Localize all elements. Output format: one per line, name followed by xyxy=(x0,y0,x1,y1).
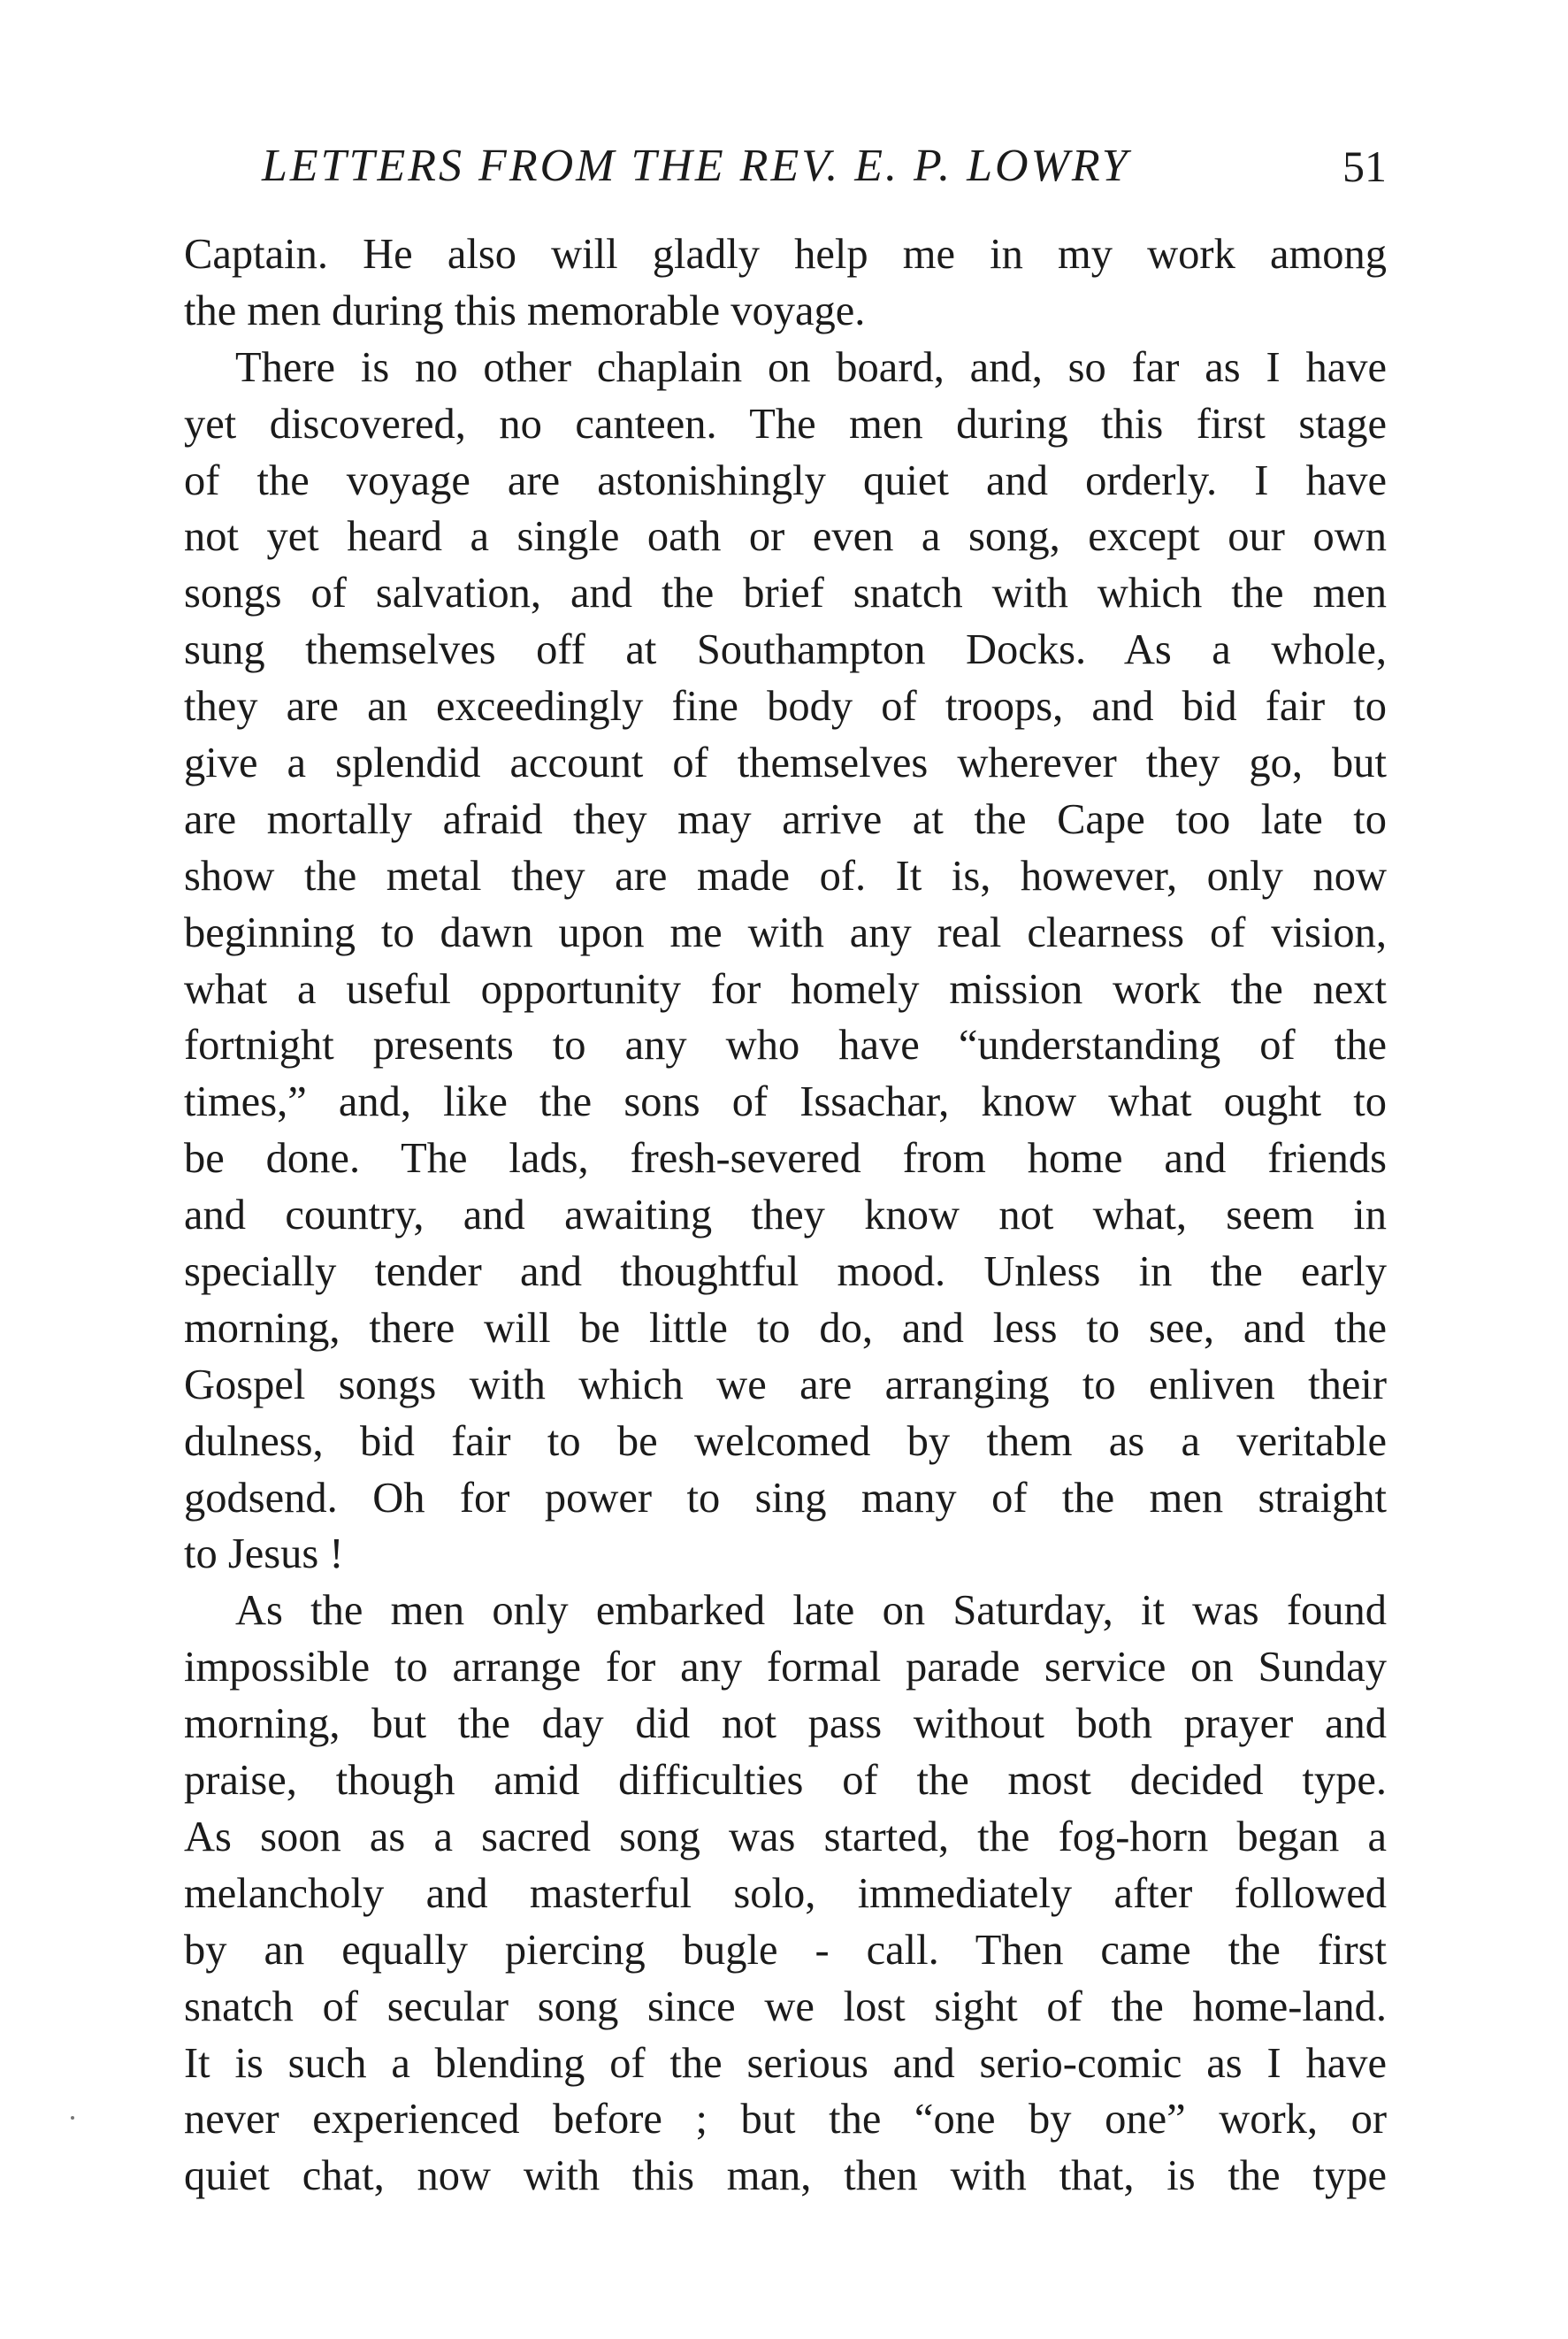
text-line: godsend. Oh for power to sing many of the men straight xyxy=(184,1474,1387,1522)
text-line: never experienced before ; but the “one by one” work, or xyxy=(184,2096,1387,2143)
text-line: snatch of secular song since we lost sight of the home-land. xyxy=(184,1982,1387,2030)
text-line: be done. The lads, fresh-severed from home and friends xyxy=(184,1135,1387,1183)
text-line: morning, but the day did not pass without both prayer and xyxy=(184,1700,1387,1748)
text-line: It is such a blending of the serious and serio-comic as I have xyxy=(184,2039,1387,2087)
text-line: not yet heard a single oath or even a song, except our own xyxy=(184,513,1387,561)
running-title: LETTERS FROM THE REV. E. P. LOWRY xyxy=(262,141,1130,191)
text-line: fortnight presents to any who have “understanding of the xyxy=(184,1022,1387,1070)
running-head xyxy=(262,131,1387,202)
text-line: and country, and awaiting they know not what, seem in xyxy=(184,1192,1387,1239)
text-line: yet discovered, no canteen. The men during this first stage xyxy=(184,400,1387,448)
text-line: melancholy and masterful solo, immediately after followed xyxy=(184,1869,1387,1917)
text-line: beginning to dawn upon me with any real clearness of vision, xyxy=(184,909,1387,956)
text-line: dulness, bid fair to be welcomed by them as a veritable xyxy=(184,1417,1387,1465)
text-line: specially tender and thoughtful mood. Unless in the early xyxy=(184,1248,1387,1296)
text-line: As the men only embarked late on Saturday, it was found xyxy=(235,1587,1387,1635)
text-line: by an equally piercing bugle - call. Then came the first xyxy=(184,1926,1387,1974)
text-line: Gospel songs with which we are arranging to enliven their xyxy=(184,1361,1387,1408)
text-line: what a useful opportunity for homely mission work the next xyxy=(184,965,1387,1013)
text-line: songs of salvation, and the brief snatch with which the men xyxy=(184,570,1387,617)
text-line: praise, though amid difficulties of the most decided type. xyxy=(184,1757,1387,1805)
text-line: There is no other chaplain on board, and, so far as I have xyxy=(235,343,1387,391)
text-line: quiet chat, now with this man, then with that, is the type xyxy=(184,2152,1387,2200)
text-line: of the voyage are astonishingly quiet and orderly. I have xyxy=(184,456,1387,504)
text-line: give a splendid account of themselves wherever they go, but xyxy=(184,740,1387,787)
text-line: sung themselves off at Southampton Docks. As a whole, xyxy=(184,626,1387,674)
text-line: show the metal they are made of. It is, however, only now xyxy=(184,852,1387,900)
text-line: the men during this memorable voyage. xyxy=(184,287,866,334)
text-line: are mortally afraid they may arrive at the Cape too late to xyxy=(184,795,1387,843)
page-number: 51 xyxy=(1342,142,1387,191)
text-line: As soon as a sacred song was started, the fog-horn began a xyxy=(184,1813,1387,1860)
text-line: they are an exceedingly fine body of troops, and bid fair to xyxy=(184,683,1387,731)
body-text xyxy=(184,226,1387,2205)
text-line: morning, there will be little to do, and less to see, and the xyxy=(184,1304,1387,1352)
text-line: to Jesus ! xyxy=(184,1530,344,1578)
text-line: times,” and, like the sons of Issachar, know what ought to xyxy=(184,1078,1387,1126)
text-line: impossible to arrange for any formal parade service on Sunday xyxy=(184,1644,1387,1691)
text-line: Captain. He also will gladly help me in my work among xyxy=(184,231,1387,278)
paper-speck xyxy=(71,2116,74,2120)
